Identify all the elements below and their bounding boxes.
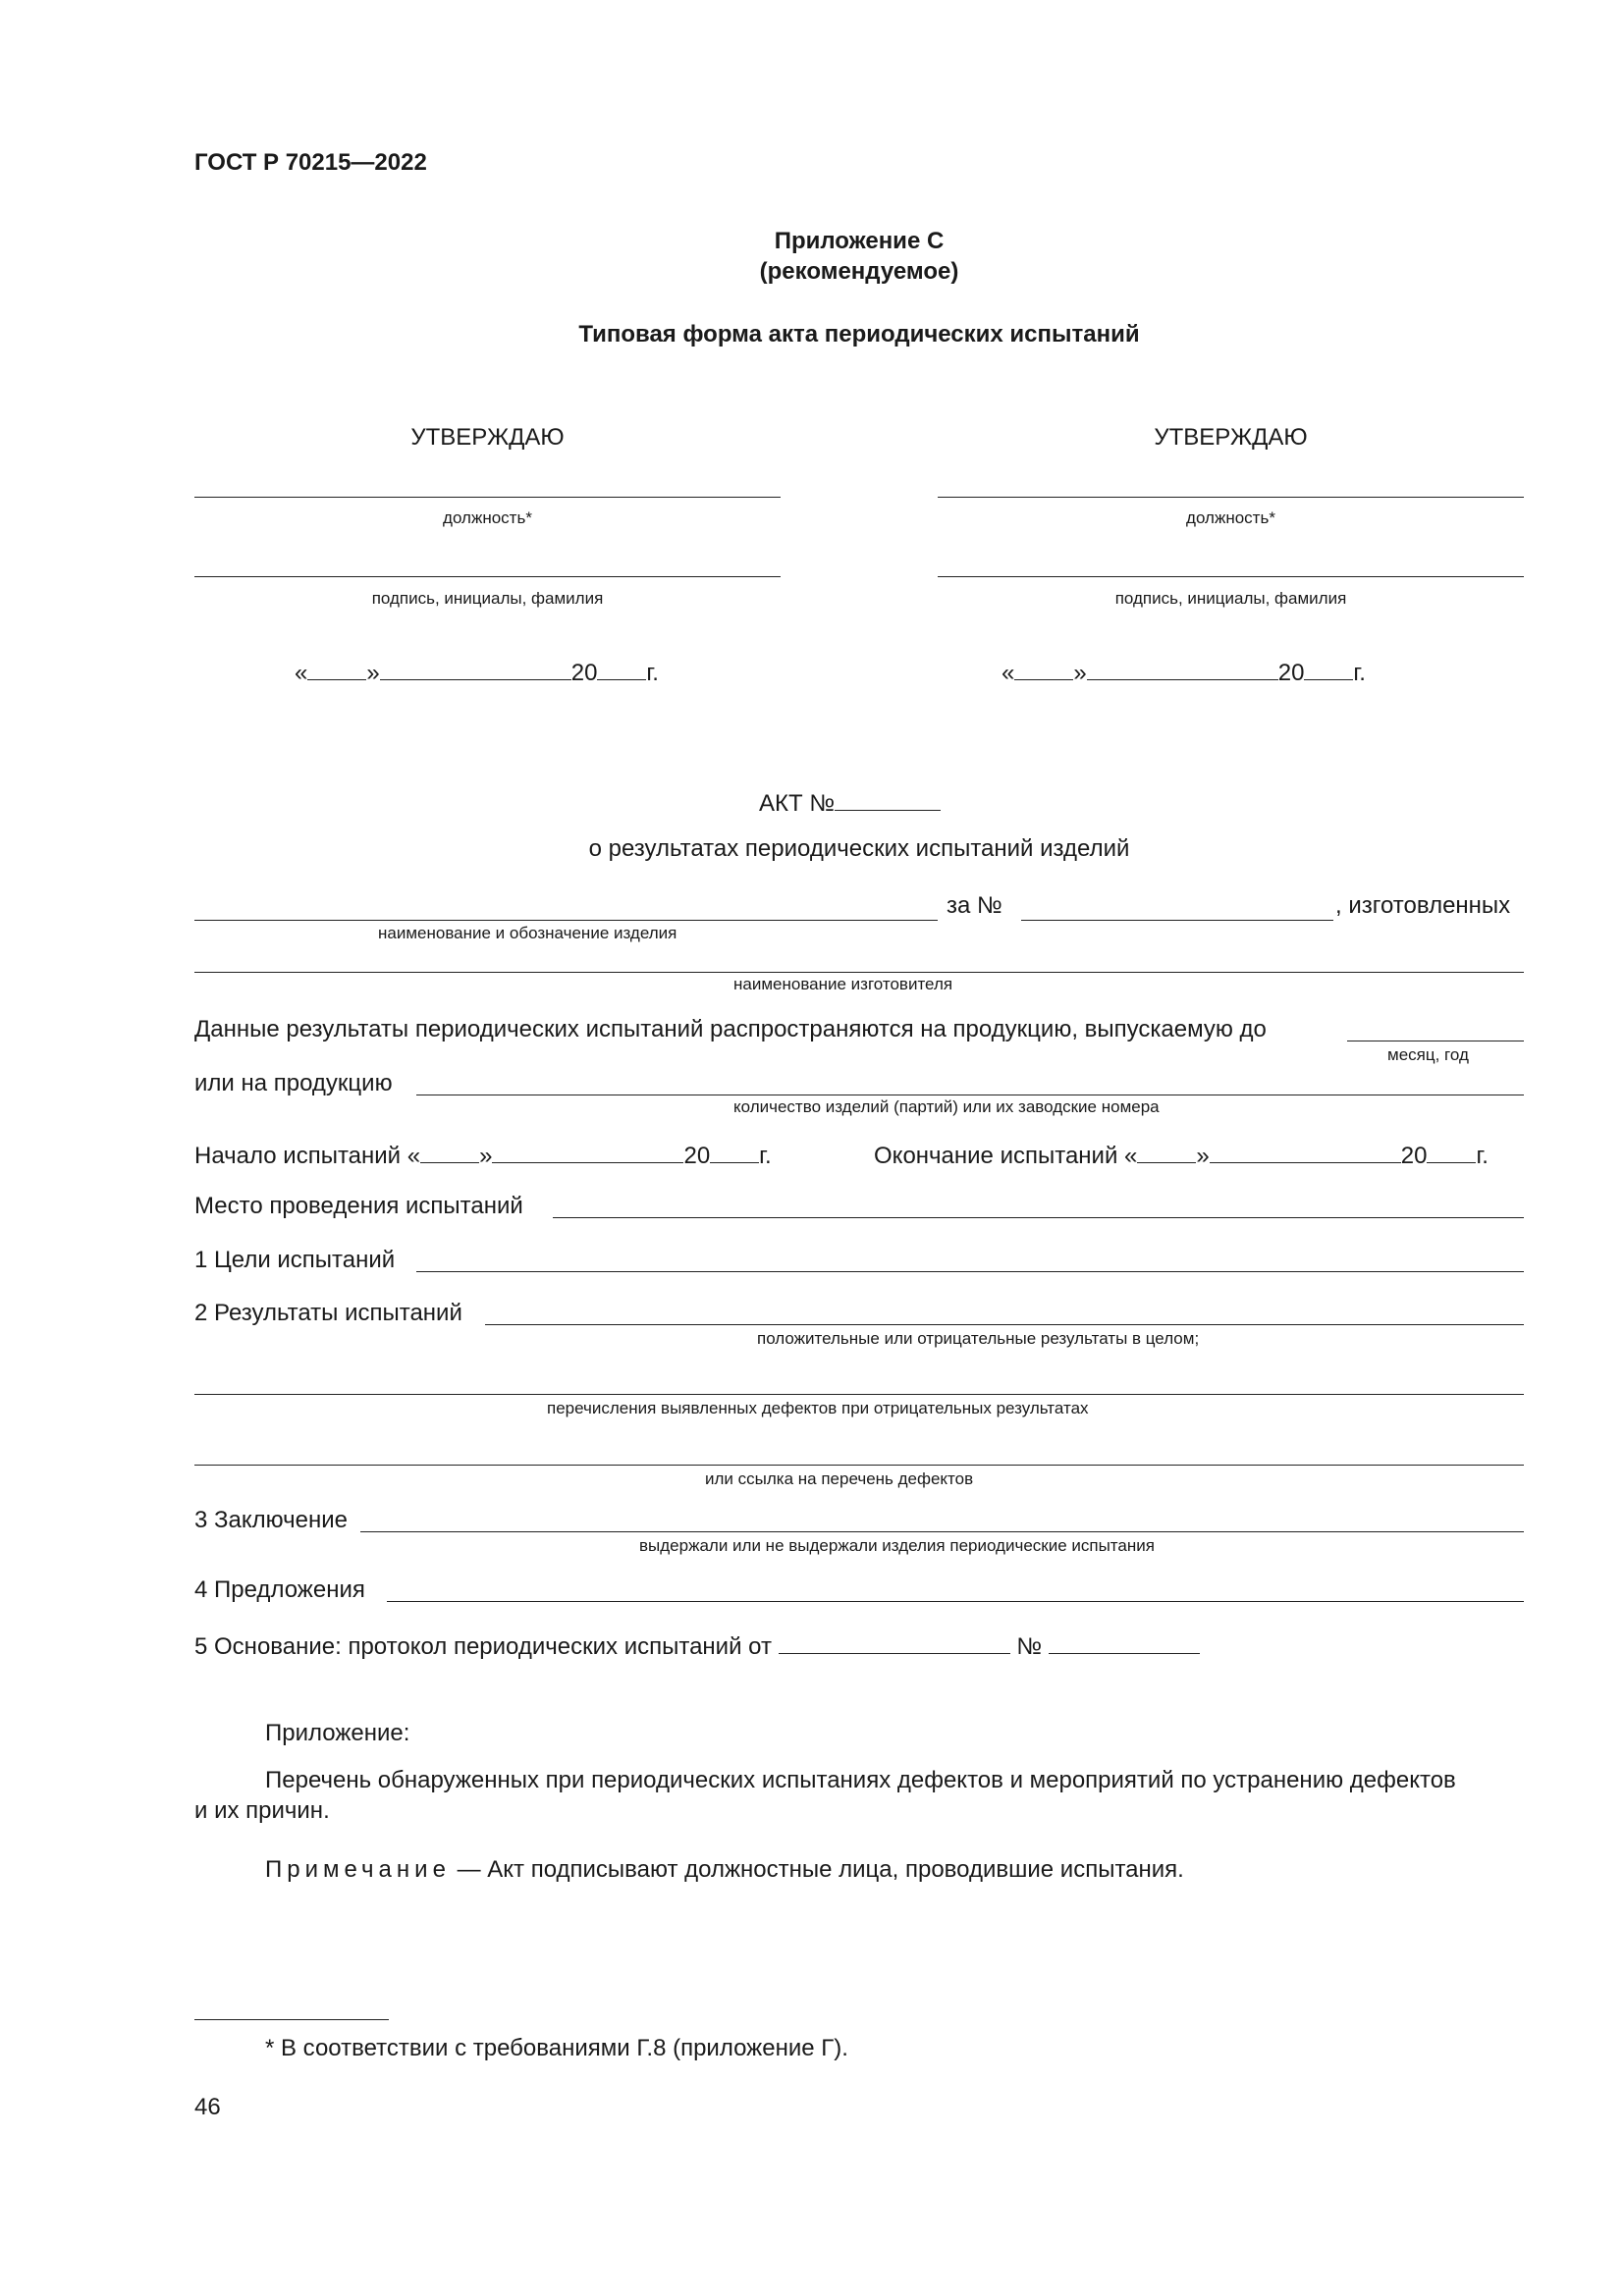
act-title: АКТ № <box>759 786 941 818</box>
or-product-caption: количество изделий (партий) или их заводские номера <box>733 1097 1160 1116</box>
note-label: Примечание <box>265 1856 451 1883</box>
attachment-text-line-2: и их причин. <box>194 1797 330 1824</box>
conclusion-label: 3 Заключение <box>194 1507 348 1533</box>
scope-date-caption: месяц, год <box>1387 1045 1469 1064</box>
end-day-field[interactable] <box>1137 1139 1196 1163</box>
attachment-label: Приложение: <box>265 1720 410 1746</box>
or-product-label: или на продукцию <box>194 1070 393 1096</box>
results-label: 2 Результаты испытаний <box>194 1300 462 1326</box>
manufactured-label: , изготовленных <box>1335 892 1511 919</box>
act-subtitle: о результатах периодических испытаний изделий <box>588 835 1130 862</box>
footnote-separator <box>194 2019 389 2020</box>
signature-line[interactable] <box>938 576 1524 577</box>
manufacturer-line[interactable] <box>194 972 1524 973</box>
signature-caption: подпись, инициалы, фамилия <box>371 589 604 608</box>
act-number-field[interactable] <box>835 786 941 811</box>
position-caption: должность* <box>1186 508 1275 527</box>
approval-date: « » 20 г. <box>295 656 659 687</box>
manufacturer-caption: наименование изготовителя <box>733 975 953 993</box>
standard-code: ГОСТ Р 70215—2022 <box>194 149 427 176</box>
position-caption: должность* <box>443 508 532 527</box>
conclusion-caption: выдержали или не выдержали изделия периодические испытания <box>639 1536 1155 1555</box>
product-name-line[interactable] <box>194 920 938 921</box>
results-line[interactable] <box>485 1324 1524 1325</box>
results-caption-1: положительные или отрицательные результаты в целом; <box>757 1329 1200 1348</box>
proposals-line[interactable] <box>387 1601 1524 1602</box>
test-end: Окончание испытаний « » 20 г. <box>874 1139 1489 1170</box>
results-caption-2: перечисления выявленных дефектов при отрицательных результатах <box>547 1399 1089 1417</box>
product-number-line[interactable] <box>1021 920 1333 921</box>
end-year-field[interactable] <box>1427 1139 1476 1163</box>
form-title: Типовая форма акта периодических испытаний <box>578 321 1140 347</box>
goals-line[interactable] <box>416 1271 1524 1272</box>
protocol-date-field[interactable] <box>779 1629 1010 1654</box>
approval-date: « » 20 г. <box>1001 656 1366 687</box>
note <box>265 1856 1184 1884</box>
goals-label: 1 Цели испытаний <box>194 1247 396 1273</box>
year-field[interactable] <box>1304 656 1353 680</box>
page-number: 46 <box>194 2094 221 2120</box>
footnote-text: * В соответствии с требованиями Г.8 (приложение Г). <box>265 2035 848 2061</box>
month-field[interactable] <box>1087 656 1278 680</box>
signature-line[interactable] <box>194 576 781 577</box>
approval-heading: УТВЕРЖДАЮ <box>1154 424 1308 451</box>
attachment-text-line-1: Перечень обнаруженных при периодических испытаниях дефектов и мероприятий по устранению дефектов <box>265 1767 1456 1793</box>
start-year-field[interactable] <box>710 1139 759 1163</box>
results-caption-3: или ссылка на перечень дефектов <box>705 1469 974 1488</box>
appendix-status: (рекомендуемое) <box>759 258 959 285</box>
test-start: Начало испытаний « » 20 г. <box>194 1139 772 1170</box>
results-line-2[interactable] <box>194 1394 1524 1395</box>
proposals-label: 4 Предложения <box>194 1576 365 1603</box>
signature-caption: подпись, инициалы, фамилия <box>1114 589 1347 608</box>
day-field[interactable] <box>1014 656 1073 680</box>
number-label: за № <box>947 892 1002 919</box>
end-month-field[interactable] <box>1210 1139 1401 1163</box>
place-label: Место проведения испытаний <box>194 1193 523 1219</box>
results-line-3[interactable] <box>194 1465 1524 1466</box>
start-month-field[interactable] <box>492 1139 683 1163</box>
protocol-number-field[interactable] <box>1049 1629 1200 1654</box>
note-text: — Акт подписывают должностные лица, проводившие испытания. <box>457 1856 1184 1883</box>
position-line[interactable] <box>194 497 781 498</box>
appendix-title: Приложение С <box>774 228 945 254</box>
conclusion-line[interactable] <box>360 1531 1524 1532</box>
basis-row: 5 Основание: протокол периодических испытаний от № <box>194 1629 1200 1661</box>
place-line[interactable] <box>553 1217 1524 1218</box>
scope-text: Данные результаты периодических испытаний распространяются на продукцию, выпускаемую до <box>194 1016 1267 1042</box>
start-day-field[interactable] <box>420 1139 479 1163</box>
position-line[interactable] <box>938 497 1524 498</box>
year-field[interactable] <box>597 656 646 680</box>
day-field[interactable] <box>307 656 366 680</box>
product-caption: наименование и обозначение изделия <box>378 924 677 942</box>
approval-heading: УТВЕРЖДАЮ <box>410 424 565 451</box>
month-field[interactable] <box>380 656 571 680</box>
